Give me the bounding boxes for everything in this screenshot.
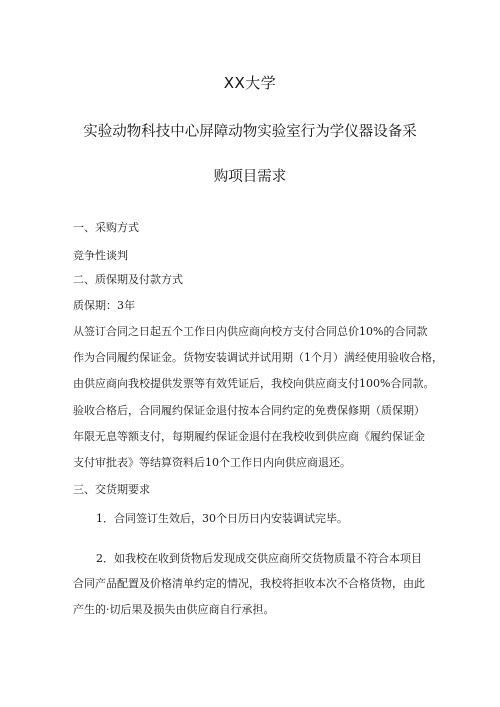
paragraph-line: 由供应商向我校提供发票等有效凭证后，我校向供应商支付100%合同款。 [73,377,435,390]
paragraph-line: 产生的·切后果及损失由供应商自行承担。 [73,603,275,616]
paragraph-line: 年限无息等额支付，每期履约保证金退付在我校收到供应商《履约保证金 [73,430,425,443]
procurement-method-value: 竞争性谈判 [73,249,128,262]
paragraph-line: 从签订合同之日起五个工作日内供应商向校方支付合同总价10%的合同款 [73,325,428,338]
section-heading-procurement-method: 一、采购方式 [73,221,139,234]
paragraph-line: 支付审批表》等结算资料后10个工作日内向供应商退还。 [73,456,351,469]
delivery-item-1: 1．合同签订生效后，30个日历日内安装调试完毕。 [96,512,348,525]
section-heading-delivery: 三、交货期要求 [73,483,150,496]
warranty-period: 质保期：3年 [73,299,135,312]
paragraph-line: 合同产品配置及价格清单约定的情况，我校将拒收本次不合格货物，由此 [73,577,425,590]
paragraph-line: 作为合同履约保证金。货物安装调试并试用期（1个月）满经使用验收合格， [73,351,443,364]
university-name: XX大学 [223,74,277,92]
delivery-item-2: 2．如我校在收到货物后发现成交供应商所交货物质量不符合本项目 [96,552,422,565]
document-title-line-1: 实验动物科技中心屏障动物实验室行为学仪器设备采 [83,124,417,140]
document-title-line-2: 购项目需求 [213,169,287,185]
section-heading-warranty-payment: 二、质保期及付款方式 [73,273,183,286]
paragraph-line: 验收合格后，合同履约保证金退付按本合同约定的免费保修期（质保期） [73,404,425,417]
